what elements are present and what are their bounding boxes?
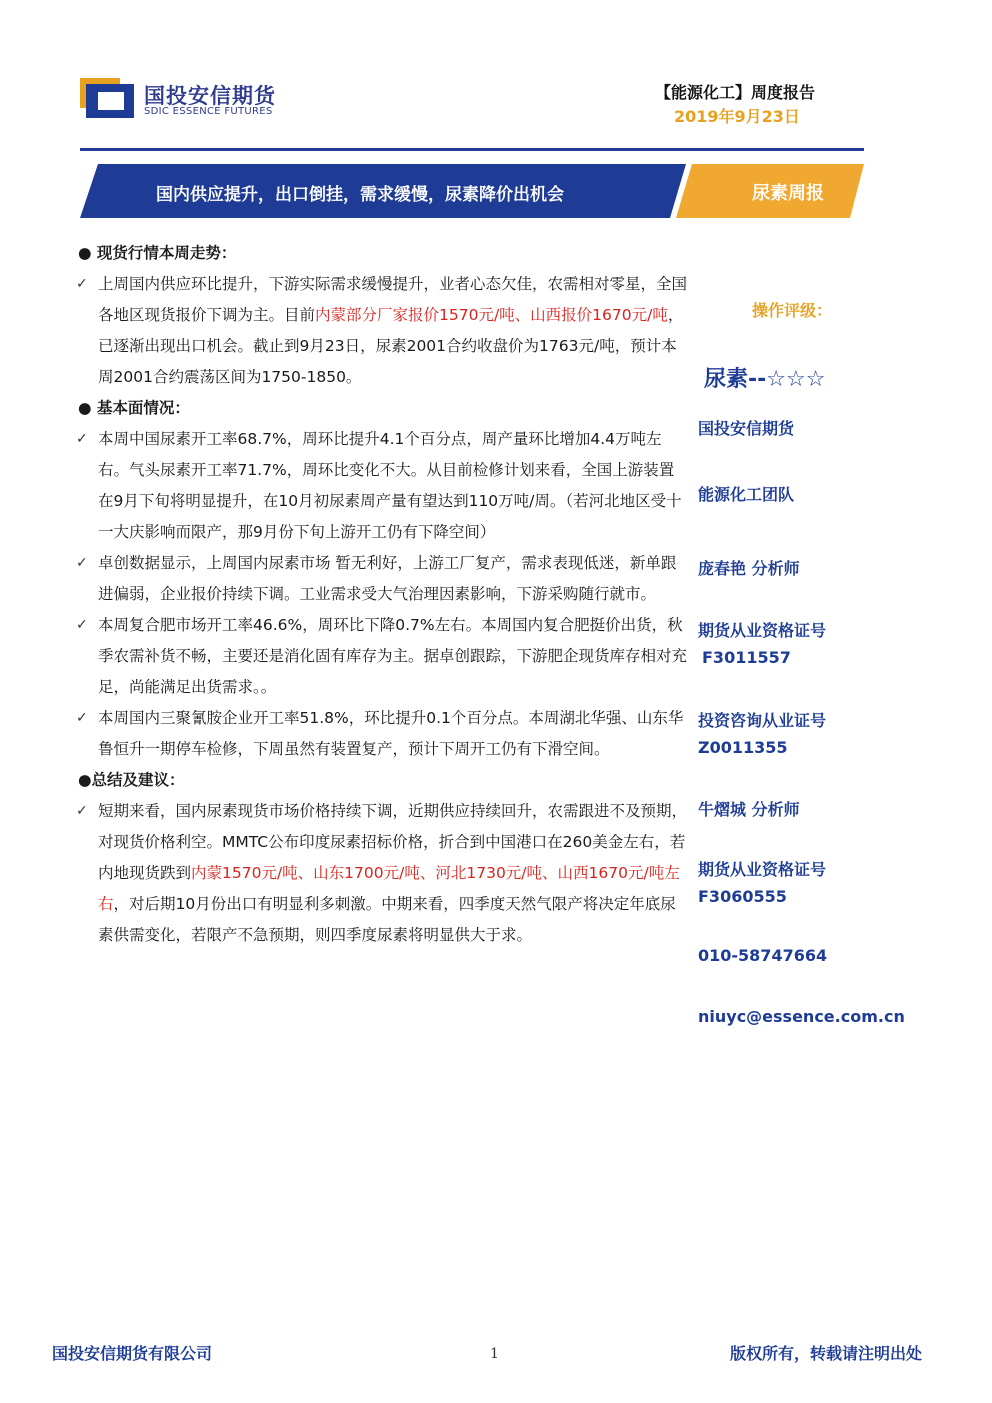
checkmark-icon: ✓ [76,431,88,447]
list-item [76,424,688,548]
report-body [76,238,688,951]
report-date: 2019年9月23日 [674,107,800,126]
logo-mark-icon [80,78,136,120]
email-link[interactable]: niuyc@essence.com.cn [698,1007,905,1026]
list-item [76,796,688,951]
list-item [76,610,688,703]
company-logo [80,74,320,122]
page-number: 1 [490,1346,499,1362]
rating-value: 尿素--☆☆☆ [704,367,826,392]
phone-number: 010-58747664 [698,946,828,965]
item-text: ，已逐渐出现出口机会。截止到9月23日，尿素2001合约收盘价为1763元/吨，预计本周2001合约震荡区间为1750-1850。 [98,306,684,386]
item-text: 卓创数据显示，上周国内尿素市场 暂无利好，上游工厂复产，需求表现低迷，新单跟进偏弱，企业报价持续下调。工业需求受大气治理因素影响，下游采购随行就市。 [98,554,677,603]
section-heading-fundamentals: ● 基本面情况： [78,399,190,417]
header-divider [80,148,864,151]
analyst-name: 牛熠城 分析师 [698,800,800,819]
list-item [76,548,688,610]
cert-number: F3060555 [698,887,787,906]
item-text: ，对后期10月份出口有明显利多刺激。中期来看，四季度天然气限产将决定年底尿素供需变化，若限产不急预期，则四季度尿素将明显供大于求。 [98,895,676,944]
highlight-text: 内蒙部分厂家报价1570元/吨、山西报价1670元/吨 [315,306,668,324]
cert-number: Z0011355 [698,738,788,757]
footer-copyright: 版权所有，转载请注明出处 [730,1344,923,1363]
cert-label: 期货从业资格证号 [698,621,827,640]
item-text: 本周国内三聚氰胺企业开工率51.8%，环比提升0.1个百分点。本周湖北华强、山东华鲁恒升一期停车检修，下周虽然有装置复产，预计下周开工仍有下滑空间。 [98,709,684,758]
banner-tag: 尿素周报 [752,183,824,204]
item-text: 本周复合肥市场开工率46.6%，周环比下降0.7%左右。本周国内复合肥挺价出货，秋季农需补货不畅，主要还是消化固有库存为主。据卓创跟踪，下游肥企现货库存相对充足，尚能满足出货需求。。 [98,616,688,696]
logo-en-text: SDIC ESSENCE FUTURES [144,106,273,117]
report-type: 【能源化工】周度报告 [655,83,816,102]
section-heading-spot: ● 现货行情本周走势： [78,244,237,262]
footer-company: 国投安信期货有限公司 [52,1344,213,1363]
banner-title: 国内供应提升，出口倒挂，需求缓慢，尿素降价出机会 [156,185,564,205]
item-text: 短期来看，国内尿素现货市场价格持续下调，近期供应持续回升，农需跟进不及预期，对现货价格利空。MMTC公布印度尿素招标价格，折合到中国港口在260美金左右，若内地现货跌到 [98,802,688,882]
list-item [76,703,688,765]
cert-label: 期货从业资格证号 [698,860,827,879]
company-name: 国投安信期货 [698,419,795,438]
highlight-text: 内蒙1570元/吨、山东1700元/吨、河北1730元/吨、山西1670元/吨左右 [98,864,680,913]
checkmark-icon: ✓ [76,276,88,292]
section-heading-summary: ●总结及建议： [78,771,185,789]
title-banner [80,164,864,218]
cert-label: 投资咨询从业证号 [698,711,827,730]
cert-number: F3011557 [702,648,791,667]
checkmark-icon: ✓ [76,803,88,819]
logo-cn-text: 国投安信期货 [144,84,276,108]
rating-label: 操作评级： [752,301,833,320]
checkmark-icon: ✓ [76,555,88,571]
analyst-name: 庞春艳 分析师 [698,559,800,578]
item-text: 本周中国尿素开工率68.7%，周环比提升4.1个百分点，周产量环比增加4.4万吨左右。气头尿素开工率71.7%，周环比变化不大。从目前检修计划来看，全国上游装置在9月下旬将明显提升，在10月初尿素周产量有望达到110万吨/周。（若河北地区受十一大庆影响而限产，那9月份下旬上游开工仍有下降空间） [98,430,682,541]
checkmark-icon: ✓ [76,710,88,726]
team-name: 能源化工团队 [698,485,795,504]
checkmark-icon: ✓ [76,617,88,633]
item-text: 上周国内供应环比提升，下游实际需求缓慢提升，业者心态欠佳，农需相对零星，全国各地区现货报价下调为主。目前 [98,275,688,324]
list-item [76,269,688,393]
